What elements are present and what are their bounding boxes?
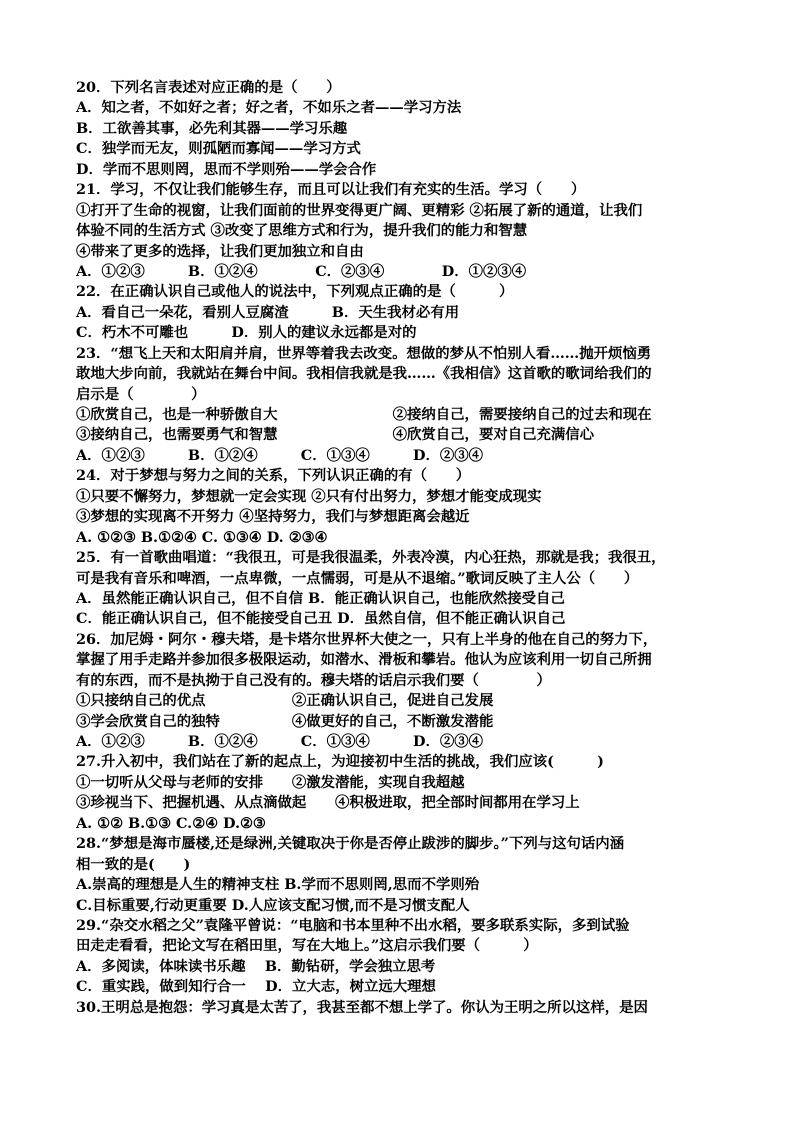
text-line: 29.“杂交水稻之父”袁隆平曾说：“电脑和书本里种不出水稻，要多联系实际，多到试验 xyxy=(76,916,630,934)
text-line: 24．对于梦想与努力之间的关系，下列认识正确的有（ ） xyxy=(76,467,471,485)
text-line: A.崇高的理想是人生的精神支柱 B.学而不思则罔,思而不学则殆 xyxy=(76,876,480,894)
text-line: 30.王明总是抱怨：学习真是太苦了，我甚至都不想上学了。你认为王明之所以这样，是因 xyxy=(76,998,648,1016)
text-line: 25．有一首歌曲唱道：“我很丑，可是我很温柔，外表冷漠，内心狂热，那就是我；我很丑， xyxy=(76,549,666,567)
text-line: ①欣赏自己，也是一种骄傲自大 ②接纳自己，需要接纳自己的过去和现在 xyxy=(76,406,652,423)
text-line: A. ①②③ B.①②④ C. ①③④ D. ②③④ xyxy=(76,528,328,546)
text-line: ①只接纳自己的优点 ②正确认识自己，促进自己发展 xyxy=(76,692,494,710)
text-line: 可是我有音乐和啤酒，一点卑微，一点懦弱，可是从不退缩。”歌词反映了主人公（ ） xyxy=(76,569,639,587)
text-line: 28.“梦想是海市蜃楼,还是绿洲,关键取决于你是否停止跋涉的脚步。”下列与这句话内涵 xyxy=(76,835,625,853)
text-line: C．独学而无友，则孤陋而寡闻——学习方式 xyxy=(76,140,361,158)
text-line: B．工欲善其事，必先利其器——学习乐趣 xyxy=(76,119,348,137)
text-line: A. ①② B.①③ C.②④ D.②③ xyxy=(76,814,266,832)
text-line: ①只要不懈努力，梦想就一定会实现 ②只有付出努力，梦想才能变成现实 xyxy=(76,487,542,505)
text-line: 27.升入初中，我们站在了新的起点上，为迎接初中生活的挑战，我们应该( ) xyxy=(76,753,604,771)
text-line: 启示是（ ） xyxy=(76,385,206,403)
text-line: ③学会欣赏自己的独特 ④做更好的自己，不断激发潜能 xyxy=(76,712,494,730)
text-line: ④带来了更多的选择，让我们更加独立和自由 xyxy=(76,242,364,260)
text-line: C．朽木不可雕也 D．别人的建议永远都是对的 xyxy=(76,324,417,342)
text-line: ①打开了生命的视窗，让我们面前的世界变得更广阔、更精彩 ②拓展了新的通道，让我们 xyxy=(76,201,643,219)
text-line: ③珍视当下、把握机遇、从点滴做起 ④积极进取，把全部时间都用在学习上 xyxy=(76,794,580,812)
text-line: 敢地大步向前，我就站在舞台中间。我相信我就是我……《我相信》这首歌的歌词给我们的 xyxy=(76,365,652,383)
text-line: A．①②③ B．①②④ C．①③④ D．②③④ xyxy=(76,733,484,750)
text-line: C.目标重要,行动更重要 D.人应该支配习惯,而不是习惯支配人 xyxy=(76,896,470,914)
text-line: 田走走看看，把论文写在稻田里，写在大地上。”这启示我们要（ ） xyxy=(76,937,538,955)
text-line: ③梦想的实现离不开努力 ④坚持努力，我们与梦想距离会越近 xyxy=(76,508,470,526)
text-line: 23．“想飞上天和太阳肩并肩，世界等着我去改变。想做的梦从不怕别人看……抛开烦恼勇 xyxy=(76,344,652,362)
question-text-block xyxy=(76,78,734,1018)
text-line: A．①②③ B．①②④ C．①③④ D．②③④ xyxy=(76,446,484,464)
text-line: 26．加尼姆・阿尔・穆夫塔，是卡塔尔世界杯大使之一，只有上半身的他在自己的努力下， xyxy=(76,630,658,648)
text-line: 22．在正确认识自己或他人的说法中，下列观点正确的是（ ） xyxy=(76,283,514,301)
text-line: A．①②③ B．①②④ C．②③④ D．①②③④ xyxy=(76,262,527,280)
text-line: 20．下列名言表述对应正确的是（ ） xyxy=(76,79,341,96)
text-line: 体验不同的生活方式 ③改变了思维方式和行为，提升我们的能力和智慧 xyxy=(76,222,528,240)
text-line: A．多阅读，体味读书乐趣 B．勤钻研，学会独立思考 xyxy=(76,957,436,975)
text-line: D．学而不思则罔，思而不学则殆——学会合作 xyxy=(76,160,377,178)
text-line: 21．学习，不仅让我们能够生存，而且可以让我们有充实的生活。学习（ ） xyxy=(76,181,586,199)
text-line: ③接纳自己，也需要勇气和智慧 ④欣赏自己，要对自己充满信心 xyxy=(76,426,595,444)
text-line: 相一致的是( ) xyxy=(76,855,191,873)
text-line: 有的东西，而不是执拗于自己没有的。穆夫塔的话启示我们要（ ） xyxy=(76,671,551,689)
text-line: A．看自己一朵花，看别人豆腐渣 B．天生我材必有用 xyxy=(76,303,460,321)
text-line: C．能正确认识自己，但不能接受自己丑 D．虽然自信，但不能正确认识自己 xyxy=(76,610,566,628)
text-line: A．知之者，不如好之者；好之者，不如乐之者——学习方法 xyxy=(76,99,462,117)
text-line: C．重实践，做到知行合一 D．立大志，树立远大理想 xyxy=(76,978,436,996)
text-line: 掌握了用手走路并参加很多极限运动，如潜水、滑板和攀岩。他认为应该利用一切自己所拥 xyxy=(76,651,652,669)
text-line: A．虽然能正确认识自己，但不自信 B．能正确认识自己，也能欣然接受自己 xyxy=(76,589,565,607)
text-line: ①一切听从父母与老师的安排 ②激发潜能，实现自我超越 xyxy=(76,773,465,791)
